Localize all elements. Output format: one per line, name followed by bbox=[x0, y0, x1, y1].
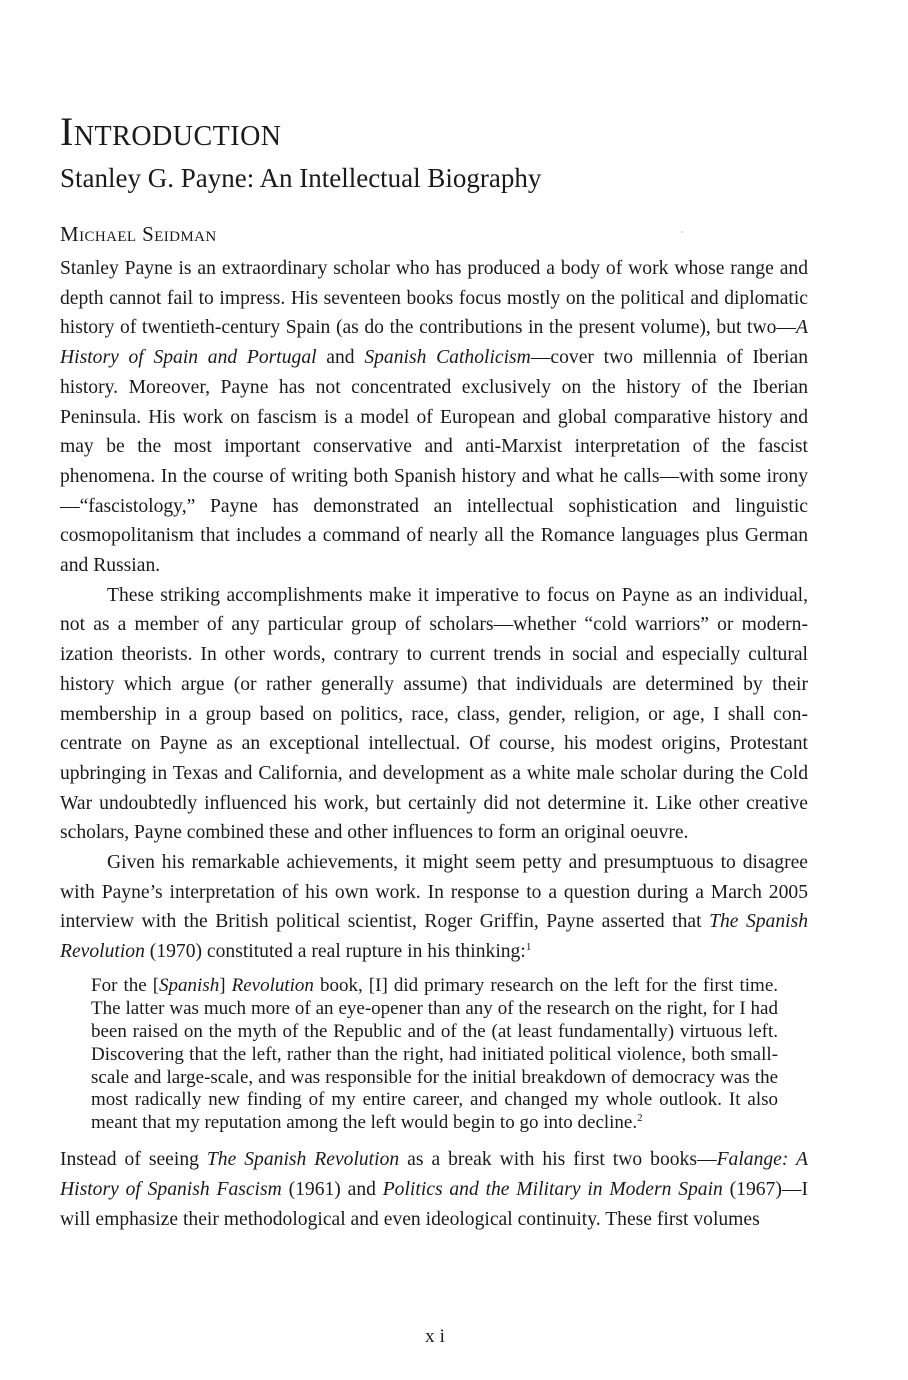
chapter-title: Introduction bbox=[60, 109, 282, 154]
text-run: (1961) and bbox=[281, 1178, 383, 1200]
paragraph-2: These striking accomplishments make it imperative to focus on Payne as an individual, not as a member of any particular group of scholars—whether “cold warriors” or modernization theorists. In other words, contrary to current trends in social and especially cultural history which argue (or rather generally assume) that individuals are determined by their membership in a group based on politics, race, class, gender, religion, or age, I shall concentrate on Payne as an exceptional intellectual. Of course, his modest origins, Protestant upbringing in Texas and California, and development as a white male scholar during the Cold War undoubtedly influenced his work, but certainly did not determine it. Like other creative scholars, Payne combined these and other influences to form an original oeuvre. bbox=[60, 584, 808, 844]
text-run: Stanley Payne is an extraordinary scholar who has produced a body of work whose range and depth cannot fail to impress. His seventeen books focus mostly on the political and diplomatic history of twentieth-century Spain (as do the contributions in the present volume), but two— bbox=[60, 258, 808, 339]
book-title: Revolution bbox=[231, 974, 314, 996]
paragraph-4 bbox=[60, 1145, 808, 1234]
paragraph-3 bbox=[60, 848, 808, 967]
block-quote bbox=[91, 975, 778, 1135]
text-run: (1967)—I will emphasize their methodological and even ideological continuity. These first volumes bbox=[60, 1178, 808, 1230]
text-run: —cover two millennia of Iberian history. Moreover, Payne has not concentrated exclusively on the history of the Iberian Peninsula. His work on fascism is a model of European and global comparative history and may be the most important conservative and anti-Marxist interpretation of the fascist phenomena. In the course of writing both Spanish history and what he calls—with some irony—“fascistology,” Payne has demonstrated an intellectual sophistication and linguistic cosmopolitanism that includes a command of nearly all the Romance languages plus German and Russian. bbox=[60, 347, 808, 577]
page-number: xi bbox=[425, 1326, 450, 1347]
chapter-subtitle: Stanley G. Payne: An Intellectual Biography bbox=[60, 163, 542, 193]
footnote-marker: 1 bbox=[525, 941, 532, 954]
book-title: A History of Spain and Portugal bbox=[60, 317, 808, 369]
book-title: Politics and the Military in Modern Spain bbox=[382, 1178, 723, 1200]
text-run: book, [I] did primary research on the left for the first time. The latter was much more of an eye-opener than any of the research on the right, for I had been raised on the myth of the Republic and of the (at least fundamentally) virtuous left. Discovering that the left, rather than the right, had initiated political violence, both small-scale and large-scale, and was responsible for the initial breakdown of democracy was the most radically new finding of my entire career, and changed my whole outlook. It also meant that my reputation among the left would begin to go into decline. bbox=[91, 974, 779, 1134]
text-run: Given his remarkable achievements, it might seem petty and presumptuous to disagree with Payne’s interpretation of his own work. In response to a question during a March 2005 interview with the British political scientist, Roger Griffin, Payne asserted that bbox=[60, 852, 808, 933]
text-run: and bbox=[316, 347, 365, 369]
text-run: For the [ bbox=[91, 974, 160, 996]
text-run: ] bbox=[219, 974, 232, 996]
footnote-marker: 2 bbox=[637, 1112, 643, 1125]
book-title: Spanish Catholicism bbox=[364, 347, 531, 369]
book-title: The Spanish Revolution bbox=[60, 911, 808, 963]
paper-speck bbox=[681, 231, 683, 233]
italic-word: Spanish bbox=[159, 974, 220, 996]
book-title: The Spanish Revolution bbox=[206, 1149, 400, 1171]
text-run: (1970) constituted a real rupture in his thinking: bbox=[144, 941, 526, 963]
paragraph-1 bbox=[60, 254, 808, 581]
text-run: as a break with his first two books— bbox=[399, 1149, 717, 1171]
book-title: Falange: A History of Spanish Fascism bbox=[60, 1149, 808, 1200]
author-name: Michael Seidman bbox=[60, 222, 217, 246]
body-text bbox=[60, 254, 808, 1234]
text-run: Instead of seeing bbox=[60, 1149, 207, 1171]
